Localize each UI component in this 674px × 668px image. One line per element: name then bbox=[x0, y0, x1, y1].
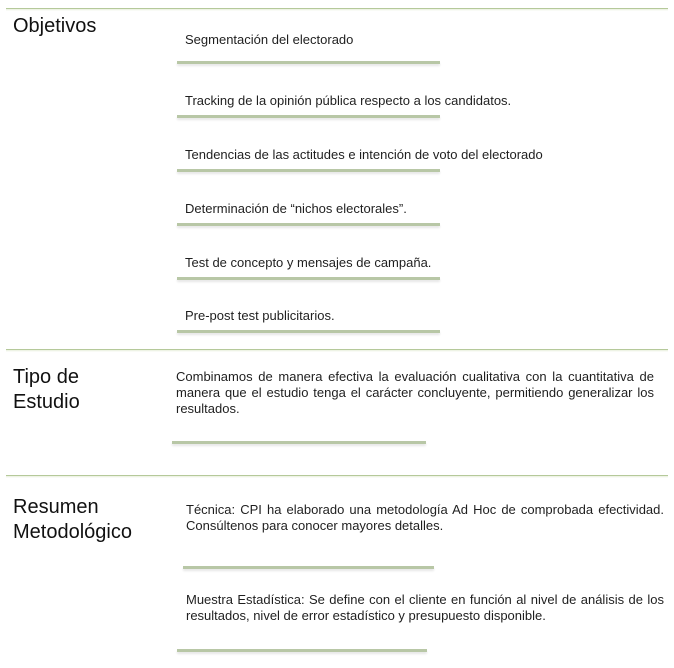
objetivo-underline bbox=[177, 223, 440, 226]
tipo-estudio-heading bbox=[13, 365, 80, 415]
objetivos-heading: Objetivos bbox=[13, 15, 97, 37]
objetivo-item: Determinación de “nichos electorales”. bbox=[185, 201, 407, 216]
objetivo-item: Pre-post test publicitarios. bbox=[185, 308, 335, 323]
objetivo-item: Tracking de la opinión pública respecto a los candidatos. bbox=[185, 93, 512, 108]
objetivo-item: Tendencias de las actitudes e intención de voto del electorado bbox=[185, 147, 543, 162]
divider-tipo-estudio bbox=[6, 349, 668, 350]
objetivo-underline bbox=[177, 330, 440, 333]
tipo-estudio-text: Combinamos de manera efectiva la evaluación cualitativa con la cuantitativa de manera que el estudio tenga el carácter concluyente, permitiendo generalizar los resultados. bbox=[176, 369, 654, 416]
objetivo-underline bbox=[177, 277, 440, 280]
objetivo-item: Test de concepto y mensajes de campaña. bbox=[185, 255, 432, 270]
resumen-tecnica-underline bbox=[183, 566, 434, 569]
objetivo-item: Segmentación del electorado bbox=[185, 32, 354, 47]
resumen-tecnica-text: Técnica: CPI ha elaborado una metodología Ad Hoc de comprobada efectividad. Consúltenos para conocer mayores detalles. bbox=[186, 502, 664, 533]
divider-resumen bbox=[6, 475, 668, 476]
objetivo-underline bbox=[177, 169, 440, 172]
objetivo-underline bbox=[177, 61, 440, 64]
tipo-estudio-heading-line2: Estudio bbox=[13, 391, 80, 413]
resumen-muestra-underline bbox=[177, 649, 427, 652]
tipo-estudio-heading-line1: Tipo de bbox=[13, 366, 79, 388]
divider-top bbox=[6, 8, 668, 9]
resumen-heading bbox=[13, 495, 132, 545]
resumen-heading-line2: Metodológico bbox=[13, 521, 132, 543]
resumen-heading-line1: Resumen bbox=[13, 496, 99, 518]
tipo-estudio-underline bbox=[172, 441, 426, 444]
resumen-muestra-text: Muestra Estadística: Se define con el cliente en función al nivel de análisis de los resultados, nivel de error estadístico y presupuesto disponible. bbox=[186, 592, 664, 623]
objetivo-underline bbox=[177, 115, 440, 118]
